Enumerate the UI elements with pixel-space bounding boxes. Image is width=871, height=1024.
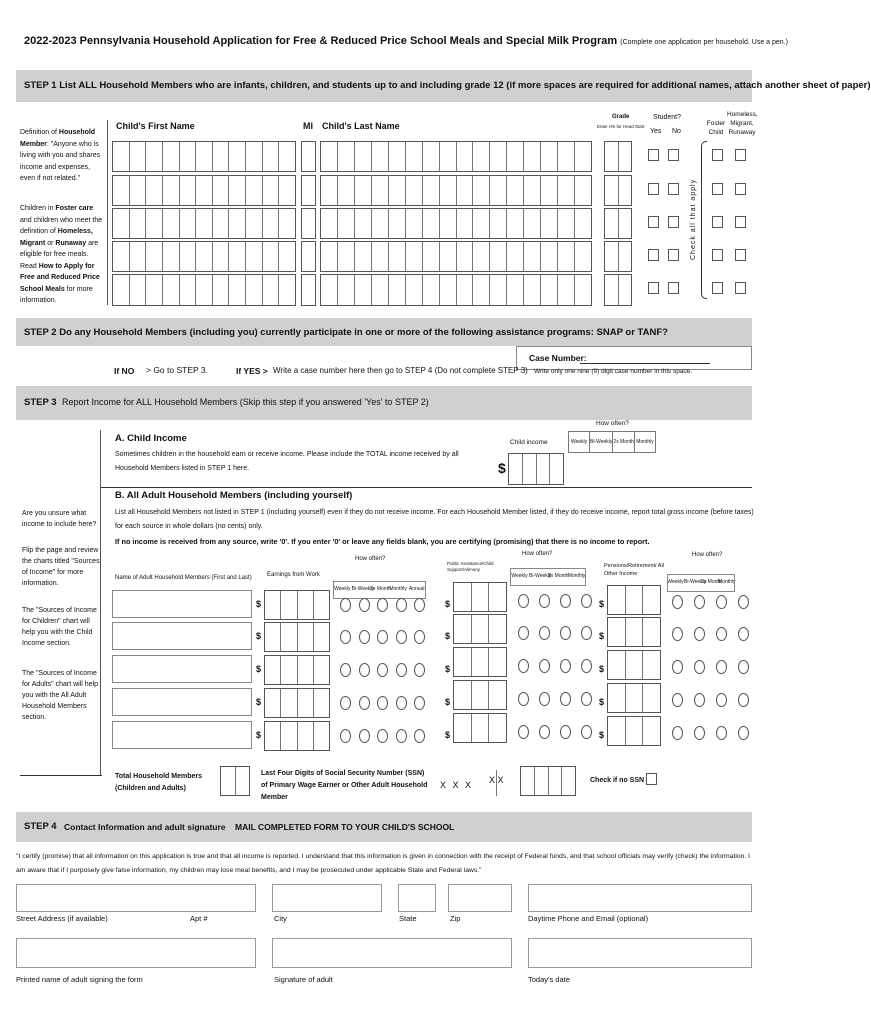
earnings-freq-radio[interactable] xyxy=(359,663,370,677)
pensions-freq-radio[interactable] xyxy=(716,693,727,707)
earnings-field[interactable] xyxy=(264,688,330,718)
public-freq-radio[interactable] xyxy=(539,725,550,739)
pensions-freq-radio[interactable] xyxy=(672,627,683,641)
public-freq-radio[interactable] xyxy=(581,659,592,673)
pensions-freq-radio[interactable] xyxy=(738,595,749,609)
public-assistance-field[interactable] xyxy=(453,582,507,612)
pensions-freq-radio[interactable] xyxy=(716,595,727,609)
child-income-desc1: Sometimes children in the household earn or receive income. Please include the TOTAL income received by all xyxy=(115,451,459,458)
earnings-field[interactable] xyxy=(264,622,330,652)
no-ssn-label: Check if no SSN xyxy=(590,777,645,784)
public-freq-2[interactable]: 2x Month xyxy=(548,573,569,579)
earnings-dollar: $ xyxy=(256,599,262,609)
earnings-freq-3[interactable]: Monthly xyxy=(389,586,407,592)
public-assistance-field[interactable] xyxy=(453,680,507,710)
side-note-2: Flip the page and review the charts titled "Sources of Income" for more information. xyxy=(22,547,100,587)
pensions-dollar: $ xyxy=(599,730,605,740)
pensions-dollar: $ xyxy=(599,664,605,674)
ssn-label: Last Four Digits of Social Security Number (SSN) of Primary Wage Earner or Other Adult Household Member xyxy=(261,770,428,801)
public-dollar: $ xyxy=(445,697,451,707)
case-number-label: Case Number: xyxy=(529,353,587,363)
child-freq-weekly[interactable]: Weekly xyxy=(569,432,590,452)
foster-checkbox[interactable] xyxy=(712,249,723,261)
mail-instruction: MAIL COMPLETED FORM TO YOUR CHILD'S SCHOOL xyxy=(235,822,455,832)
earnings-freq-radio[interactable] xyxy=(414,663,425,677)
homeless-checkbox[interactable] xyxy=(735,216,746,228)
earnings-freq-radio[interactable] xyxy=(340,663,351,677)
child-last-name-field[interactable] xyxy=(320,274,592,306)
child-how-often: How often? xyxy=(596,420,629,427)
child-income-label: Child income xyxy=(510,439,548,446)
earnings-field[interactable] xyxy=(264,721,330,751)
earnings-freq-radio[interactable] xyxy=(377,663,388,677)
col-homeless: Homeless, Migrant, Runaway xyxy=(727,111,758,136)
check-all-label: Check all that apply xyxy=(690,178,697,260)
public-freq-radio[interactable] xyxy=(560,626,571,640)
earnings-freq-radio[interactable] xyxy=(377,598,388,612)
child-mi-field[interactable] xyxy=(301,241,316,272)
no-income-warning: If no income is received from any source, write '0'. If you enter '0' or leave any fields blank, you are certifying (promising) that there is no income to report. xyxy=(115,537,650,546)
adult-income-desc2: for each source in whole dollars (no cents) only. xyxy=(115,523,263,530)
earnings-freq-0[interactable]: Weekly xyxy=(334,586,351,592)
public-dollar: $ xyxy=(445,599,451,609)
public-freq-radio[interactable] xyxy=(518,594,529,608)
public-freq-header xyxy=(510,568,586,586)
pensions-freq-header xyxy=(667,574,735,592)
earnings-freq-radio[interactable] xyxy=(396,663,407,677)
earnings-freq-radio[interactable] xyxy=(396,729,407,743)
child-last-name-field[interactable] xyxy=(320,175,592,206)
zip-input[interactable] xyxy=(448,884,512,912)
pensions-freq-radio[interactable] xyxy=(694,627,705,641)
step4-label: STEP 4 xyxy=(24,821,57,832)
pensions-freq-radio[interactable] xyxy=(694,660,705,674)
earnings-freq-radio[interactable] xyxy=(396,696,407,710)
earnings-freq-radio[interactable] xyxy=(414,696,425,710)
pensions-dollar: $ xyxy=(599,697,605,707)
child-grade-field[interactable] xyxy=(604,241,632,272)
adult-income-title: B. All Adult Household Members (including yourself) xyxy=(115,490,353,501)
pensions-freq-0[interactable]: Weekly xyxy=(667,579,684,585)
public-freq-radio[interactable] xyxy=(518,659,529,673)
public-freq-radio[interactable] xyxy=(539,626,550,640)
ssn-masked-2: X X xyxy=(489,775,504,785)
adult-name-field[interactable] xyxy=(112,688,252,716)
foster-checkbox[interactable] xyxy=(712,149,723,161)
earnings-freq-radio[interactable] xyxy=(359,696,370,710)
pensions-freq-3[interactable]: Monthly xyxy=(718,579,736,585)
child-first-name-field[interactable] xyxy=(112,241,296,272)
public-freq-radio[interactable] xyxy=(518,692,529,706)
public-freq-radio[interactable] xyxy=(539,692,550,706)
step4-heading: Contact Information and adult signature xyxy=(64,822,226,832)
pensions-freq-radio[interactable] xyxy=(716,627,727,641)
certification-text: "I certify (promise) that all information on this application is true and that all income is reported. I understand that this information is given in connection with the receipt of Federal funds, and that school officials may verify (check) the information. I am aware that if I purposely give false information, my children may lose meal benefits, and I may be prosecuted under applicable State and Federal laws." xyxy=(16,853,751,874)
student-no-checkbox[interactable] xyxy=(668,282,679,294)
public-dollar: $ xyxy=(445,664,451,674)
col-no: No xyxy=(672,128,681,135)
earnings-field[interactable] xyxy=(264,655,330,685)
adult-name-field[interactable] xyxy=(112,655,252,683)
printed-name-input[interactable] xyxy=(16,938,256,968)
earnings-freq-radio[interactable] xyxy=(340,598,351,612)
total-members-field[interactable] xyxy=(220,766,250,796)
phone-email-input[interactable] xyxy=(528,884,752,912)
total-members-label: Total Household Members (Children and Adults) xyxy=(115,773,202,792)
earnings-freq-4[interactable]: Annual xyxy=(408,586,425,592)
public-freq-radio[interactable] xyxy=(581,725,592,739)
ssn-masked-1: X X X xyxy=(440,780,474,790)
pensions-freq-1[interactable]: Bi-Weekly xyxy=(684,579,707,585)
case-number-line xyxy=(580,363,710,364)
public-freq-radio[interactable] xyxy=(581,626,592,640)
student-yes-checkbox[interactable] xyxy=(648,149,659,161)
col-grade-note: Enter HS for Head Start xyxy=(597,124,645,129)
child-dollar: $ xyxy=(498,460,506,476)
child-grade-field[interactable] xyxy=(604,208,632,239)
side-bottom-line xyxy=(20,775,102,776)
child-first-name-field[interactable] xyxy=(112,175,296,206)
earnings-freq-radio[interactable] xyxy=(377,696,388,710)
child-grade-field[interactable] xyxy=(604,141,632,172)
case-number-note: Write only one nine (9) digit case number in this space. xyxy=(534,368,693,375)
side-note-4: The "Sources of Income for Adults" chart will help you with the All Adult Household Members section. xyxy=(22,670,99,721)
col-grade: Grade xyxy=(612,114,630,120)
public-freq-radio[interactable] xyxy=(560,659,571,673)
public-dollar: $ xyxy=(445,631,451,641)
pensions-field[interactable] xyxy=(607,650,661,680)
earnings-freq-radio[interactable] xyxy=(340,729,351,743)
form-title: 2022-2023 Pennsylvania Household Application for Free & Reduced Price School Meals and Special Milk Program (Complete one application per household. Use a pen.) xyxy=(24,35,788,47)
pensions-how-often: How often? xyxy=(692,552,723,558)
no-ssn-checkbox[interactable] xyxy=(646,773,657,785)
col-last-name: Child's Last Name xyxy=(322,121,400,131)
apt-label: Apt # xyxy=(190,914,208,923)
child-freq-2xmonth[interactable]: 2x Month xyxy=(613,432,635,452)
child-income-field[interactable] xyxy=(508,453,564,485)
foster-definition: Children in Foster care and children who meet the definition of Homeless, Migrant or Runaway are eligible for free meals. Read How to Apply for Free and Reduced Price School Meals for more information. xyxy=(20,205,103,304)
col-adult-name: Name of Adult Household Members (First and Last) xyxy=(115,575,252,581)
earnings-freq-radio[interactable] xyxy=(359,630,370,644)
state-input[interactable] xyxy=(398,884,436,912)
earnings-freq-2[interactable]: 2x Month xyxy=(370,586,391,592)
homeless-checkbox[interactable] xyxy=(735,183,746,195)
city-label: City xyxy=(274,914,287,923)
col-student: Student? xyxy=(653,114,682,121)
earnings-freq-radio[interactable] xyxy=(396,630,407,644)
pensions-freq-radio[interactable] xyxy=(738,627,749,641)
child-grade-field[interactable] xyxy=(604,274,632,306)
pensions-freq-2[interactable]: 2x Month xyxy=(701,579,722,585)
step1-divider xyxy=(107,120,108,305)
step2-heading: STEP 2 Do any Household Members (including you) currently participate in one or more of the following assistance programs: SNAP or TANF? xyxy=(24,327,668,338)
pensions-field[interactable] xyxy=(607,585,661,615)
col-public-assistance: Public Assistance/Child Support/Alimony xyxy=(447,561,494,572)
child-income-desc2: Household Members listed in STEP 1 here. xyxy=(115,465,250,472)
earnings-dollar: $ xyxy=(256,697,262,707)
adult-income-desc1: List all Household Members not listed in STEP 1 (including yourself) even if they do not receive income. For each Household Member listed, if they do receive income, report total gross income (before taxes) xyxy=(115,509,754,516)
earnings-dollar: $ xyxy=(256,631,262,641)
child-freq-monthly[interactable]: Monthly xyxy=(636,439,654,445)
public-freq-radio[interactable] xyxy=(518,725,529,739)
child-grade-field[interactable] xyxy=(604,175,632,206)
pensions-freq-radio[interactable] xyxy=(672,595,683,609)
step3-heading: Report Income for ALL Household Members (Skip this step if you answered 'Yes' to STEP 2) xyxy=(62,397,429,407)
pensions-field[interactable] xyxy=(607,617,661,647)
child-income-title: A. Child Income xyxy=(115,433,187,444)
public-freq-radio[interactable] xyxy=(560,594,571,608)
earnings-dollar: $ xyxy=(256,664,262,674)
adult-name-field[interactable] xyxy=(112,622,252,650)
earnings-freq-radio[interactable] xyxy=(414,598,425,612)
pensions-dollar: $ xyxy=(599,631,605,641)
public-freq-radio[interactable] xyxy=(560,725,571,739)
pensions-field[interactable] xyxy=(607,716,661,746)
student-no-checkbox[interactable] xyxy=(668,216,679,228)
student-yes-checkbox[interactable] xyxy=(648,216,659,228)
pensions-freq-radio[interactable] xyxy=(738,693,749,707)
city-input[interactable] xyxy=(272,884,382,912)
public-freq-0[interactable]: Weekly xyxy=(511,573,528,579)
col-yes: Yes xyxy=(650,128,662,135)
date-input[interactable] xyxy=(528,938,752,968)
earnings-freq-header xyxy=(333,581,426,599)
student-no-checkbox[interactable] xyxy=(668,249,679,261)
student-no-checkbox[interactable] xyxy=(668,149,679,161)
street-label: Street Address (if available) xyxy=(16,914,108,923)
signature-label: Signature of adult xyxy=(274,975,333,984)
student-yes-checkbox[interactable] xyxy=(648,183,659,195)
col-pensions: Pensions/Retirement/ All Other Income xyxy=(604,563,664,577)
ssn-field[interactable] xyxy=(520,766,576,796)
date-label: Today's date xyxy=(528,975,570,984)
col-mi: MI xyxy=(303,121,313,131)
student-yes-checkbox[interactable] xyxy=(648,249,659,261)
bracket xyxy=(701,141,707,299)
signature-input[interactable] xyxy=(272,938,512,968)
child-first-name-field[interactable] xyxy=(112,208,296,239)
homeless-checkbox[interactable] xyxy=(735,282,746,294)
homeless-checkbox[interactable] xyxy=(735,249,746,261)
col-foster: Foster Child xyxy=(706,120,726,136)
earnings-freq-radio[interactable] xyxy=(359,598,370,612)
if-no-label: If NO xyxy=(114,366,135,376)
public-assistance-field[interactable] xyxy=(453,713,507,743)
child-freq-biweekly[interactable]: Bi-Weekly xyxy=(590,432,613,452)
child-mi-field[interactable] xyxy=(301,208,316,239)
child-mi-field[interactable] xyxy=(301,175,316,206)
pensions-freq-radio[interactable] xyxy=(694,726,705,740)
child-mi-field[interactable] xyxy=(301,141,316,172)
child-last-name-field[interactable] xyxy=(320,141,592,172)
step3-label: STEP 3 xyxy=(24,397,57,408)
pensions-dollar: $ xyxy=(599,599,605,609)
if-no-action: > Go to STEP 3. xyxy=(146,365,208,375)
step3-left-divider xyxy=(100,430,101,776)
earnings-freq-radio[interactable] xyxy=(396,598,407,612)
zip-label: Zip xyxy=(450,914,461,923)
if-yes-action: Write a case number here then go to STEP 4 (Do not complete STEP 3) xyxy=(273,366,528,375)
earnings-field[interactable] xyxy=(264,590,330,620)
public-freq-radio[interactable] xyxy=(539,659,550,673)
earnings-freq-1[interactable]: Bi-Weekly xyxy=(351,586,375,592)
student-yes-checkbox[interactable] xyxy=(648,282,659,294)
pensions-freq-radio[interactable] xyxy=(738,726,749,740)
pensions-freq-radio[interactable] xyxy=(672,726,683,740)
pensions-field[interactable] xyxy=(607,683,661,713)
child-first-name-field[interactable] xyxy=(112,274,296,306)
pensions-freq-radio[interactable] xyxy=(672,693,683,707)
child-first-name-field[interactable] xyxy=(112,141,296,172)
side-note-1: Are you unsure what income to include here? xyxy=(22,510,97,528)
public-freq-radio[interactable] xyxy=(560,692,571,706)
public-assistance-field[interactable] xyxy=(453,647,507,677)
foster-checkbox[interactable] xyxy=(712,282,723,294)
child-freq-options xyxy=(568,431,656,453)
pensions-freq-radio[interactable] xyxy=(694,693,705,707)
pensions-freq-radio[interactable] xyxy=(672,660,683,674)
earnings-dollar: $ xyxy=(256,730,262,740)
household-definition: Definition of Household Member: "Anyone who is living with you and shares income and expenses, even if not related." xyxy=(20,129,101,182)
public-freq-3[interactable]: Monthly xyxy=(567,573,586,579)
public-assistance-field[interactable] xyxy=(453,614,507,644)
public-how-often: How often? xyxy=(522,551,553,557)
foster-checkbox[interactable] xyxy=(712,216,723,228)
earnings-freq-radio[interactable] xyxy=(414,630,425,644)
public-freq-radio[interactable] xyxy=(518,626,529,640)
col-earnings: Earnings from Work xyxy=(267,572,320,578)
pensions-freq-radio[interactable] xyxy=(716,660,727,674)
child-last-name-field[interactable] xyxy=(320,208,592,239)
col-first-name: Child's First Name xyxy=(116,121,195,131)
earnings-freq-radio[interactable] xyxy=(377,630,388,644)
public-dollar: $ xyxy=(445,730,451,740)
pensions-freq-radio[interactable] xyxy=(716,726,727,740)
adult-name-field[interactable] xyxy=(112,590,252,618)
street-input[interactable] xyxy=(16,884,256,912)
section-a-divider xyxy=(100,487,752,488)
if-yes-label: If YES > xyxy=(236,366,268,376)
child-last-name-field[interactable] xyxy=(320,241,592,272)
adult-name-field[interactable] xyxy=(112,721,252,749)
public-freq-radio[interactable] xyxy=(539,594,550,608)
state-label: State xyxy=(399,914,417,923)
earnings-freq-radio[interactable] xyxy=(377,729,388,743)
foster-checkbox[interactable] xyxy=(712,183,723,195)
public-freq-1[interactable]: Bi-Weekly xyxy=(529,573,552,579)
student-no-checkbox[interactable] xyxy=(668,183,679,195)
child-mi-field[interactable] xyxy=(301,274,316,306)
earnings-how-often: How often? xyxy=(355,556,386,562)
pensions-freq-radio[interactable] xyxy=(738,660,749,674)
public-freq-radio[interactable] xyxy=(581,692,592,706)
earnings-freq-radio[interactable] xyxy=(340,630,351,644)
step1-heading: STEP 1 List ALL Household Members who are infants, children, and students up to and including grade 12 (if more spaces are required for additional names, attach another sheet of paper) xyxy=(24,80,871,91)
pensions-freq-radio[interactable] xyxy=(694,595,705,609)
phone-email-label: Daytime Phone and Email (optional) xyxy=(528,914,649,923)
side-note-3: The "Sources of Income for Children" chart will help you with the Child Income section. xyxy=(22,607,97,647)
earnings-freq-radio[interactable] xyxy=(414,729,425,743)
earnings-freq-radio[interactable] xyxy=(340,696,351,710)
homeless-checkbox[interactable] xyxy=(735,149,746,161)
earnings-freq-radio[interactable] xyxy=(359,729,370,743)
public-freq-radio[interactable] xyxy=(581,594,592,608)
printed-name-label: Printed name of adult signing the form xyxy=(16,975,143,984)
